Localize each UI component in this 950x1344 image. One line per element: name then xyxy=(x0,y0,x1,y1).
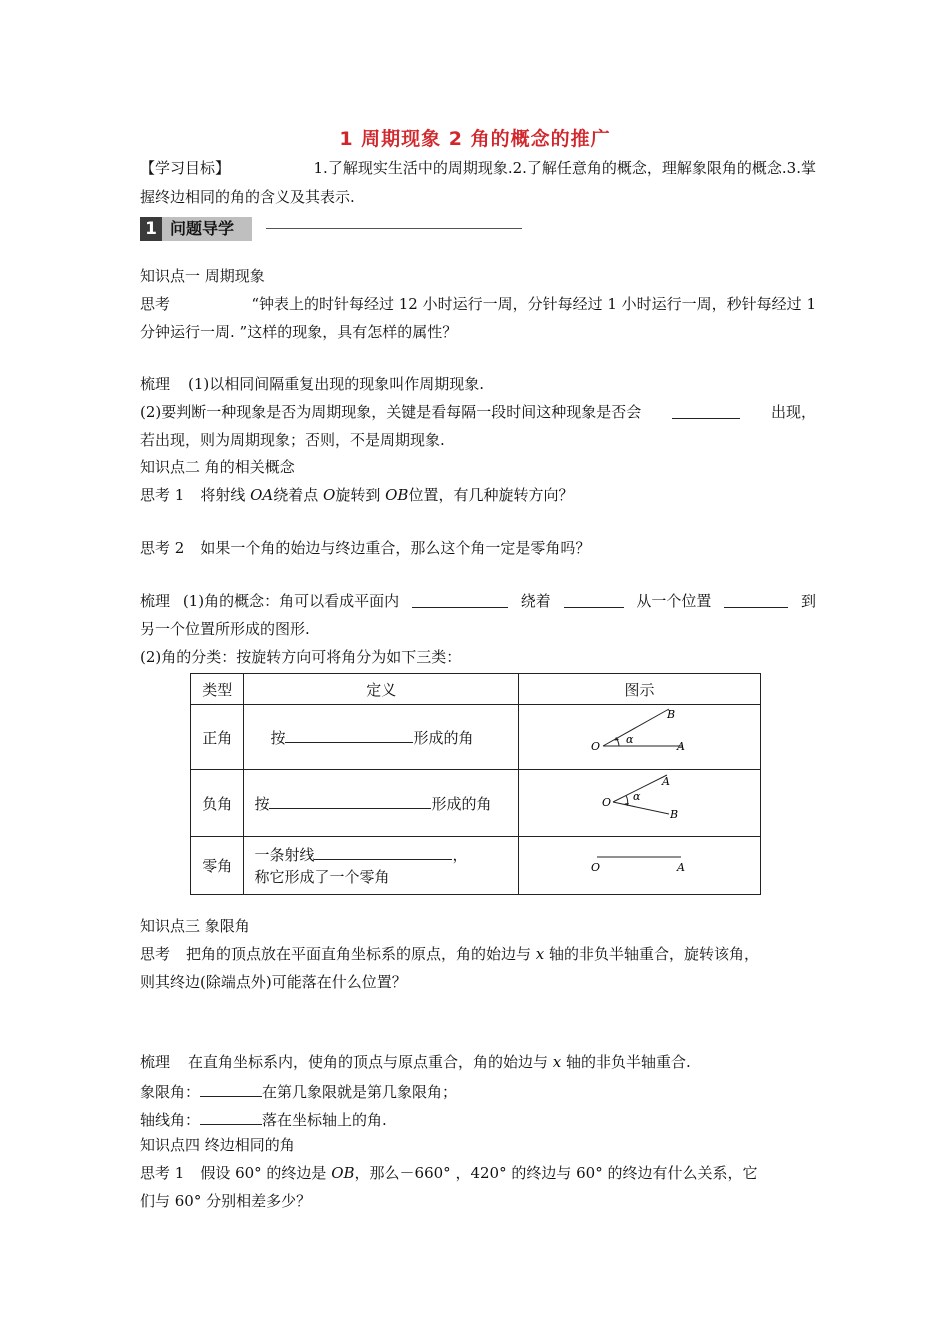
kp1-summary-line-1 xyxy=(140,374,484,394)
fig1-label-o: O xyxy=(590,740,601,753)
x-axis-symbol-2: x xyxy=(552,1053,562,1071)
kp1-summary-line-3: 若出现，则为周期现象；否则，不是周期现象. xyxy=(140,431,445,449)
kp2-think1 xyxy=(140,485,573,505)
point-o-symbol: O xyxy=(323,486,336,504)
kp2-summary-label: 梳理 xyxy=(140,592,171,610)
blank-axis[interactable] xyxy=(200,1108,262,1125)
kp1-think-label: 思考 xyxy=(140,295,171,313)
kp4-think1-line-1 xyxy=(140,1163,757,1183)
figure-positive xyxy=(518,705,760,770)
def-zero-pre: 一条射线 xyxy=(254,846,315,864)
axis-angle-text: 落在坐标轴上的角. xyxy=(262,1111,387,1129)
fig1-label-b: B xyxy=(666,708,676,721)
blank-positive-direction[interactable] xyxy=(285,726,413,743)
kp3-summary-label: 梳理 xyxy=(140,1053,171,1071)
kp1-heading: 知识点一 周期现象 xyxy=(140,267,265,285)
def-positive-post: 形成的角 xyxy=(413,729,474,747)
ray-oa-symbol: OA xyxy=(250,486,274,504)
kp3-think-line-1 xyxy=(140,944,759,964)
type-zero: 零角 xyxy=(191,837,244,895)
kp2-think1-text-d: 位置，有几种旋转方向？ xyxy=(408,486,574,504)
kp2-summary-text-d: 到 xyxy=(800,592,816,610)
zero-angle-diagram xyxy=(519,839,760,889)
page-title: 1 周期现象 2 角的概念的推广 xyxy=(339,128,611,150)
kp2-think2-text: 如果一个角的始边与终边重合，那么这个角一定是零角吗？ xyxy=(200,539,591,557)
kp1-think-text-1: “钟表上的时针每经过 12 小时运行一周，分针每经过 1 小时运行一周，秒针每经过 1 xyxy=(251,295,816,313)
kp2-think1-text-c: 旋转到 xyxy=(335,486,386,504)
kp2-summary-text-c: 从一个位置 xyxy=(636,592,712,610)
kp2-think1-text-a: 将射线 xyxy=(200,486,251,504)
kp2-heading: 知识点二 角的相关概念 xyxy=(140,458,295,476)
kp1-think-line-2: 分钟运行一周. ”这样的现象，具有怎样的属性？ xyxy=(140,323,458,341)
blank-quadrant[interactable] xyxy=(200,1080,262,1097)
kp3-think-text-b: 轴的非负半轴重合，旋转该角， xyxy=(544,945,760,963)
table-row-negative xyxy=(191,770,761,837)
kp1-summary-p2b: 出现， xyxy=(770,403,816,421)
figure-negative xyxy=(518,770,760,837)
def-negative-pre: 按 xyxy=(254,795,270,813)
kp3-think-label: 思考 xyxy=(140,945,171,963)
section-divider xyxy=(266,228,522,229)
objectives-line-2: 握终边相同的角的含义及其表示. xyxy=(140,188,355,206)
kp1-summary-line-2 xyxy=(140,402,816,422)
kp2-think2-label: 思考 2 xyxy=(140,539,185,557)
section-header xyxy=(140,217,522,241)
positive-angle-diagram xyxy=(519,705,760,765)
kp2-blank-ray[interactable] xyxy=(412,591,508,608)
kp2-summary-text-b: 绕着 xyxy=(520,592,551,610)
def-zero xyxy=(244,837,519,895)
type-positive: 正角 xyxy=(191,705,244,770)
objectives-tag: 【学习目标】 xyxy=(140,159,231,177)
fig3-label-o: O xyxy=(590,860,601,874)
kp3-heading: 知识点三 象限角 xyxy=(140,917,250,935)
quadrant-angle-text: 在第几象限就是第几象限角； xyxy=(262,1083,458,1101)
table-header-row xyxy=(191,674,761,705)
objectives-line-1 xyxy=(140,158,816,178)
blank-negative-direction[interactable] xyxy=(269,792,431,809)
fig2-label-a: A xyxy=(661,775,670,788)
fig3-label-a: A xyxy=(676,860,685,874)
kp2-think1-text-b: 绕着点 xyxy=(273,486,324,504)
objectives-text-1: 1.了解现实生活中的周期现象.2.了解任意角的概念，理解象限角的概念.3.掌 xyxy=(313,159,816,177)
kp4-think1-text-b: ，那么－660° ，420° 的终边与 60° 的终边有什么关系，它 xyxy=(354,1164,758,1182)
fig2-label-b: B xyxy=(669,808,679,821)
figure-zero xyxy=(518,837,760,895)
x-axis-symbol: x xyxy=(535,945,545,963)
def-positive xyxy=(244,705,519,770)
kp2-summary-line-3: (2)角的分类：按旋转方向可将角分为如下三类： xyxy=(140,648,462,666)
blank-zero-ray[interactable] xyxy=(314,843,452,860)
fig1-label-alpha: α xyxy=(625,733,634,746)
header-definition: 定义 xyxy=(244,674,519,705)
kp1-think-line-1 xyxy=(140,294,816,314)
table-row-positive xyxy=(191,705,761,770)
def-negative-post: 形成的角 xyxy=(431,795,492,813)
quadrant-angle-label: 象限角： xyxy=(140,1083,201,1101)
fig2-label-alpha: α xyxy=(632,790,641,803)
kp2-summary-text-a: (1)角的概念：角可以看成平面内 xyxy=(182,592,400,610)
kp2-blank-rotation[interactable] xyxy=(724,591,788,608)
section-label: 问题导学 xyxy=(170,219,235,238)
kp2-summary-line-1 xyxy=(140,591,816,611)
kp2-think1-label: 思考 1 xyxy=(140,486,185,504)
kp2-blank-endpoint[interactable] xyxy=(564,591,624,608)
kp3-axis-line xyxy=(140,1108,387,1130)
kp1-summary-p2a: (2)要判断一种现象是否为周期现象，关键是看每隔一段时间这种现象是否会 xyxy=(140,403,642,421)
kp1-summary-p1: (1)以相同间隔重复出现的现象叫作周期现象. xyxy=(188,375,485,393)
table-row-zero xyxy=(191,837,761,895)
header-type: 类型 xyxy=(191,674,244,705)
section-number: 1 xyxy=(140,217,162,241)
kp3-summary-text-a: 在直角坐标系内，使角的顶点与原点重合，角的始边与 xyxy=(188,1053,553,1071)
header-figure: 图示 xyxy=(518,674,760,705)
angle-types-table xyxy=(190,673,761,895)
kp4-think1-line-2: 们与 60° 分别相差多少？ xyxy=(140,1192,312,1210)
type-negative: 负角 xyxy=(191,770,244,837)
kp3-think-text-a: 把角的顶点放在平面直角坐标系的原点，角的始边与 xyxy=(186,945,536,963)
kp3-summary-line-1 xyxy=(140,1052,691,1072)
def-negative xyxy=(244,770,519,837)
kp4-heading: 知识点四 终边相同的角 xyxy=(140,1136,295,1154)
ray-ob-symbol-2: OB xyxy=(331,1164,355,1182)
fig1-label-a: A xyxy=(676,740,685,753)
kp1-summary-label: 梳理 xyxy=(140,375,171,393)
def-zero-line-2: 称它形成了一个零角 xyxy=(254,868,390,886)
kp2-think2 xyxy=(140,538,590,558)
fig2-label-o: O xyxy=(601,796,612,809)
negative-angle-diagram xyxy=(519,770,760,832)
kp4-think1-label: 思考 1 xyxy=(140,1164,185,1182)
axis-angle-label: 轴线角： xyxy=(140,1111,201,1129)
kp3-think-line-2: 则其终边(除端点外)可能落在什么位置？ xyxy=(140,973,407,991)
def-zero-post: ， xyxy=(452,846,468,864)
kp1-blank-repeat[interactable] xyxy=(672,402,740,419)
kp4-think1-text-a: 假设 60° 的终边是 xyxy=(200,1164,332,1182)
def-zero-line-1 xyxy=(254,843,518,866)
def-positive-pre: 按 xyxy=(270,729,286,747)
kp3-quadrant-line xyxy=(140,1080,457,1102)
ray-ob-symbol: OB xyxy=(385,486,409,504)
kp2-summary-line-2: 另一个位置所形成的图形. xyxy=(140,620,310,638)
kp3-summary-text-b: 轴的非负半轴重合. xyxy=(561,1053,691,1071)
